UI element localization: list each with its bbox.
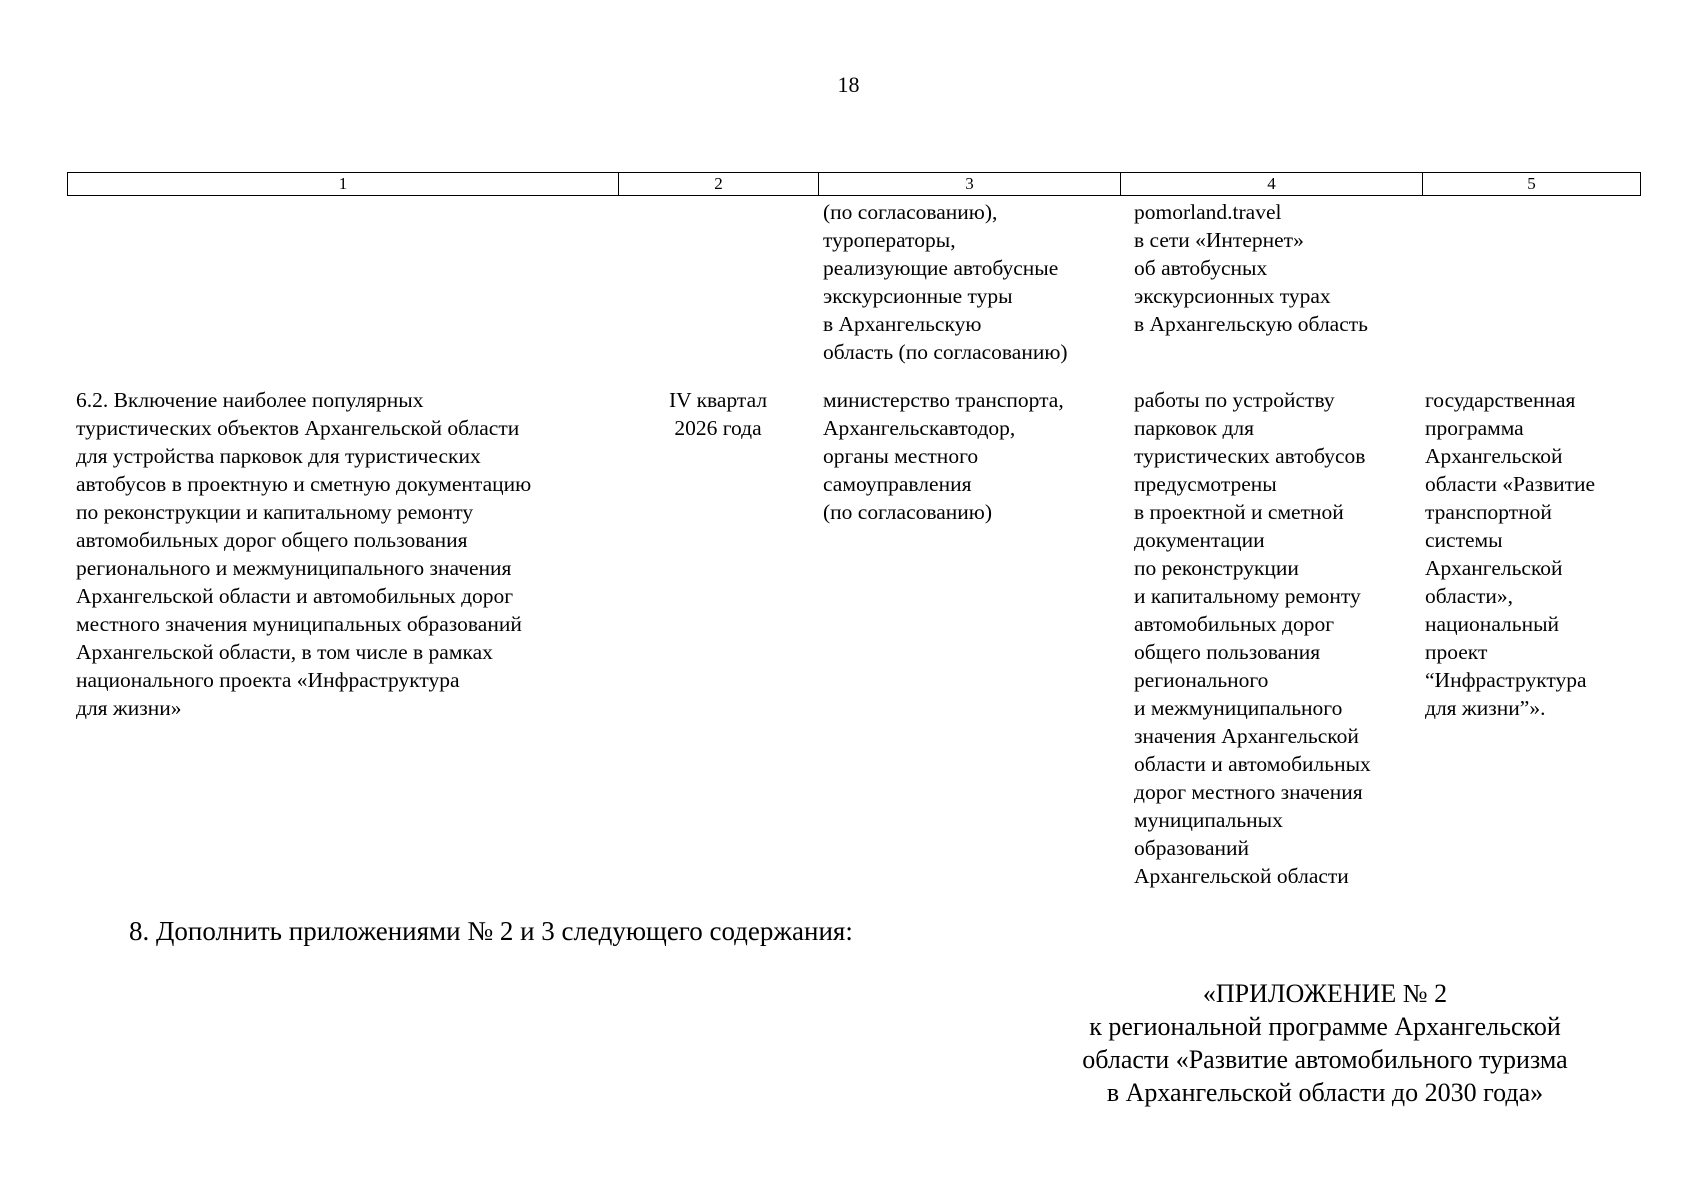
text-line: области»,: [1425, 584, 1513, 608]
text-line: “Инфраструктура: [1425, 668, 1587, 692]
text-line: транспортной: [1425, 500, 1552, 524]
appendix-title: «ПРИЛОЖЕНИЕ № 2: [1202, 979, 1448, 1008]
text-line: регионального и межмуниципального значения: [76, 556, 512, 580]
text-line: работы по устройству: [1134, 388, 1335, 412]
row-6-2-col2-deadline: [618, 386, 818, 442]
text-line: в Архангельскую область: [1134, 312, 1368, 336]
appendix-subtitle-line: к региональной программе Архангельской: [1089, 1012, 1561, 1041]
text-line: Архангельской области, в том числе в рамках: [76, 640, 493, 664]
row-6-2-col1-measure: [76, 386, 531, 722]
appendix-heading: [1015, 977, 1635, 1109]
text-line: автомобильных дорог общего пользования: [76, 528, 468, 552]
text-line: Архангельской области и автомобильных дорог: [76, 584, 514, 608]
text-line: местного значения муниципальных образований: [76, 612, 522, 636]
text-line: дорог местного значения: [1134, 780, 1363, 804]
row-6-2-col4-result: [1134, 386, 1371, 890]
continuation-col4-result: [1134, 198, 1368, 338]
column-number-2: 2: [619, 173, 819, 196]
text-line: документации: [1134, 528, 1265, 552]
column-number-4: 4: [1121, 173, 1423, 196]
text-line: муниципальных: [1134, 808, 1283, 832]
text-line: Архангельскавтодор,: [823, 416, 1016, 440]
text-line: национальный: [1425, 612, 1560, 636]
row-6-2-col3-executors: [823, 386, 1064, 526]
text-line: государственная: [1425, 388, 1576, 412]
text-line: экскурсионные туры: [823, 284, 1013, 308]
text-line: программа: [1425, 416, 1524, 440]
text-line: автомобильных дорог: [1134, 612, 1335, 636]
text-line: парковок для: [1134, 416, 1255, 440]
amendment-paragraph: 8. Дополнить приложениями № 2 и 3 следующего содержания:: [129, 916, 853, 946]
text-line: органы местного: [823, 444, 979, 468]
text-line: по реконструкции и капитальному ремонту: [76, 500, 474, 524]
text-line: 6.2. Включение наиболее популярных: [76, 388, 424, 412]
text-line: 2026 года: [674, 416, 762, 440]
text-line: предусмотрены: [1134, 472, 1277, 496]
text-line: области и автомобильных: [1134, 752, 1371, 776]
text-line: в Архангельскую: [823, 312, 982, 336]
text-line: общего пользования: [1134, 640, 1321, 664]
text-line: проект: [1425, 640, 1488, 664]
text-line: автобусов в проектную и сметную документацию: [76, 472, 532, 496]
text-line: туристических автобусов: [1134, 444, 1366, 468]
text-line: и капитальному ремонту: [1134, 584, 1361, 608]
text-line: область (по согласованию): [823, 340, 1068, 364]
text-line: по реконструкции: [1134, 556, 1299, 580]
column-number-1: 1: [68, 173, 619, 196]
text-line: Архангельской: [1425, 556, 1563, 580]
text-line: pomorland.travel: [1134, 200, 1282, 224]
appendix-subtitle-line: в Архангельской области до 2030 года»: [1106, 1078, 1544, 1107]
text-line: об автобусных: [1134, 256, 1268, 280]
text-line: в сети «Интернет»: [1134, 228, 1304, 252]
text-line: образований: [1134, 836, 1250, 860]
text-line: национального проекта «Инфраструктура: [76, 668, 460, 692]
text-line: (по согласованию): [823, 500, 993, 524]
text-line: для устройства парковок для туристических: [76, 444, 481, 468]
text-line: значения Архангельской: [1134, 724, 1359, 748]
text-line: экскурсионных турах: [1134, 284, 1331, 308]
text-line: Архангельской области: [1134, 864, 1349, 888]
text-line: регионального: [1134, 668, 1269, 692]
text-line: для жизни»: [76, 696, 182, 720]
text-line: IV квартал: [668, 388, 768, 412]
text-line: (по согласованию),: [823, 200, 998, 224]
text-line: и межмуниципального: [1134, 696, 1343, 720]
text-line: туристических объектов Архангельской области: [76, 416, 520, 440]
text-line: области «Развитие: [1425, 472, 1596, 496]
text-line: реализующие автобусные: [823, 256, 1059, 280]
text-line: туроператоры,: [823, 228, 956, 252]
table-column-numbers-header: [67, 172, 1641, 196]
column-number-5: 5: [1423, 173, 1641, 196]
row-6-2-col5-program: [1425, 386, 1595, 722]
appendix-subtitle-line: области «Развитие автомобильного туризма: [1082, 1045, 1568, 1074]
text-line: Архангельской: [1425, 444, 1563, 468]
continuation-col3-executors: [823, 198, 1068, 366]
text-line: самоуправления: [823, 472, 972, 496]
text-line: министерство транспорта,: [823, 388, 1064, 412]
text-line: для жизни”».: [1425, 696, 1546, 720]
text-line: в проектной и сметной: [1134, 500, 1344, 524]
page-number: 18: [837, 72, 860, 97]
column-number-3: 3: [819, 173, 1121, 196]
text-line: системы: [1425, 528, 1503, 552]
